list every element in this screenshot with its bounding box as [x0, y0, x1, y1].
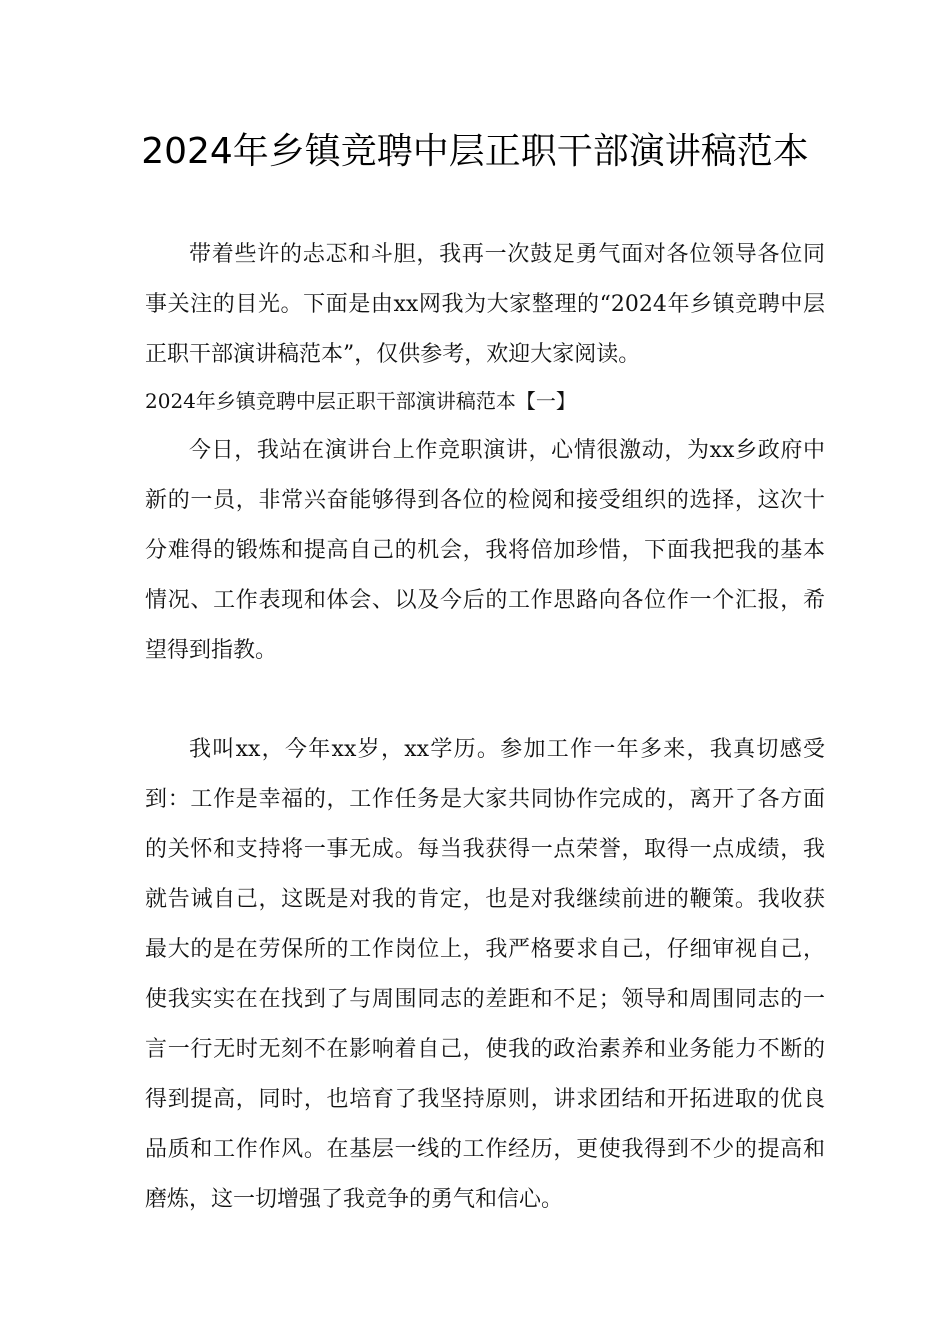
section-heading: 2024年乡镇竞聘中层正职干部演讲稿范本【一】: [145, 389, 576, 413]
body-paragraph-1: 今日，我站在演讲台上作竞职演讲，心情很激动，为xx乡政府中新的一员，非常兴奋能够得到各位的检阅和接受组织的选择，这次十分难得的锻炼和提高自己的机会，我将倍加珍惜，下面我把我的基本情况、工作表现和体会、以及今后的工作思路向各位作一个汇报，希望得到指教。: [145, 438, 825, 663]
document-title: 2024年乡镇竞聘中层正职干部演讲稿范本: [141, 131, 809, 172]
intro-paragraph: 带着些许的忐忑和斗胆，我再一次鼓足勇气面对各位领导各位同事关注的目光。下面是由xx网我为大家整理的“2024年乡镇竞聘中层正职干部演讲稿范本”，仅供参考，欢迎大家阅读。: [145, 242, 825, 367]
body-paragraph-2: 我叫xx，今年xx岁，xx学历。参加工作一年多来，我真切感受到：工作是幸福的，工作任务是大家共同协作完成的，离开了各方面的关怀和支持将一事无成。每当我获得一点荣誉，取得一点成绩，我就告诫自己，这既是对我的肯定，也是对我继续前进的鞭策。我收获最大的是在劳保所的工作岗位上，我严格要求自己，仔细审视自己，使我实实在在找到了与周围同志的差距和不足；领导和周围同志的一言一行无时无刻不在影响着自己，使我的政治素养和业务能力不断的得到提高，同时，也培育了我坚持原则，讲求团结和开拓进取的优良品质和工作作风。在基层一线的工作经历，更使我得到不少的提高和磨炼，这一切增强了我竞争的勇气和信心。: [145, 737, 825, 1212]
